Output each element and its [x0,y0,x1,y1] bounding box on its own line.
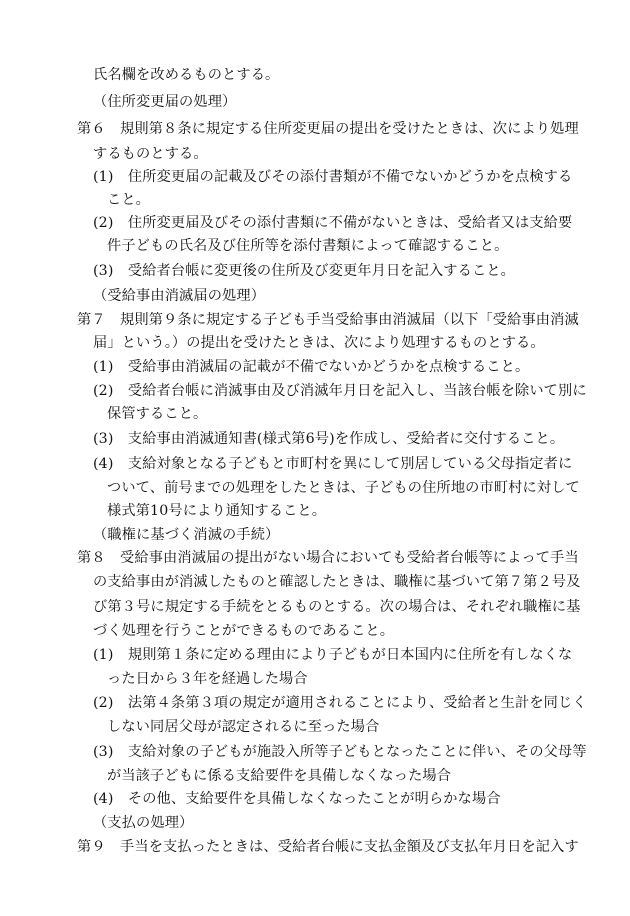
article-8-line-2: の支給事由が消滅したものと確認したときは、職権に基づいて第７第２号及 [93,574,581,590]
article-6-item-3: (3) 受給者台帳に変更後の住所及び変更年月日を記入すること。 [93,263,515,279]
article-8-item-2-line-2: しない同居父母が認定されるに至った場合 [107,719,380,735]
article-6-item-1-line-1: (1) 住所変更届の記載及びその添付書類が不備でないかどうかを点検する [93,169,573,185]
article-8-item-3-line-1: (3) 支給対象の子どもが施設入所等子どもとなったことに伴い、その父母等 [93,744,587,760]
article-7-item-2-line-2: 保管すること。 [107,406,208,422]
article-8-item-4: (4) その他、支給要件を具備しなくなったことが明らかな場合 [93,791,501,807]
text-line-01: 氏名欄を改めるものとする。 [93,67,280,83]
section-heading-ex-officio-termination: （職権に基づく消滅の手続） [93,527,280,543]
article-7-item-2-line-1: (2) 受給者台帳に消滅事由及び消滅年月日を記入し、当該台帳を除いて別に [93,383,587,399]
article-7-item-3: (3) 支給事由消滅通知書(様式第6号)を作成し、受給者に交付すること。 [93,431,565,447]
article-6-item-2-line-1: (2) 住所変更届及びその添付書類に不備がないときは、受給者又は支給要 [93,215,573,231]
article-8-line-3: び第３号に規定する手続をとるものとする。次の場合は、それぞれ職権に基 [93,599,581,615]
article-6-item-2-line-2: 件子どもの氏名及び住所等を添付書類によって確認すること。 [107,238,509,254]
article-7-item-1: (1) 受給事由消滅届の記載が不備でないかどうかを点検すること。 [93,359,530,375]
article-7-item-4-line-1: (4) 支給対象となる子どもと市町村を異にして別居している父母指定者に [93,456,573,472]
article-7-item-4-line-2: ついて、前号までの処理をしたときは、子どもの住所地の市町村に対して [107,480,580,496]
article-7-line-2: 届」という。）の提出を受けたときは、次により処理するものとする。 [93,335,545,351]
article-8-item-1-line-2: った日から３年を経過した場合 [107,671,308,687]
article-8-item-1-line-1: (1) 規則第１条に定める理由により子どもが日本国内に住所を有しなくな [93,647,573,663]
article-8-item-2-line-1: (2) 法第４条第３項の規定が適用されることにより、受給者と生計を同じく [93,695,587,711]
article-8-line-4: づく処理を行うことができるものであること。 [93,623,395,639]
article-6-line-2: するものとする。 [93,146,208,162]
section-heading-address-change: （住所変更届の処理） [93,94,237,110]
section-heading-payment: （支払の処理） [93,815,194,831]
article-9-line-1: 第９ 手当を支払ったときは、受給者台帳に支払金額及び支払年月日を記入す [77,839,579,855]
article-7-line-1: 第７ 規則第９条に規定する子ども手当受給事由消滅届（以下「受給事由消滅 [77,312,579,328]
article-8-line-1: 第８ 受給事由消滅届の提出がない場合においても受給者台帳等によって手当 [77,550,579,566]
article-6-item-1-line-2: こと。 [107,192,151,208]
article-7-item-4-line-3: 様式第10号により通知すること。 [107,503,327,519]
article-6-line-1: 第６ 規則第８条に規定する住所変更届の提出を受けたときは、次により処理 [77,121,579,137]
article-8-item-3-line-2: が当該子どもに係る支給要件を具備しなくなった場合 [107,768,452,784]
section-heading-benefit-termination: （受給事由消滅届の処理） [93,288,266,304]
